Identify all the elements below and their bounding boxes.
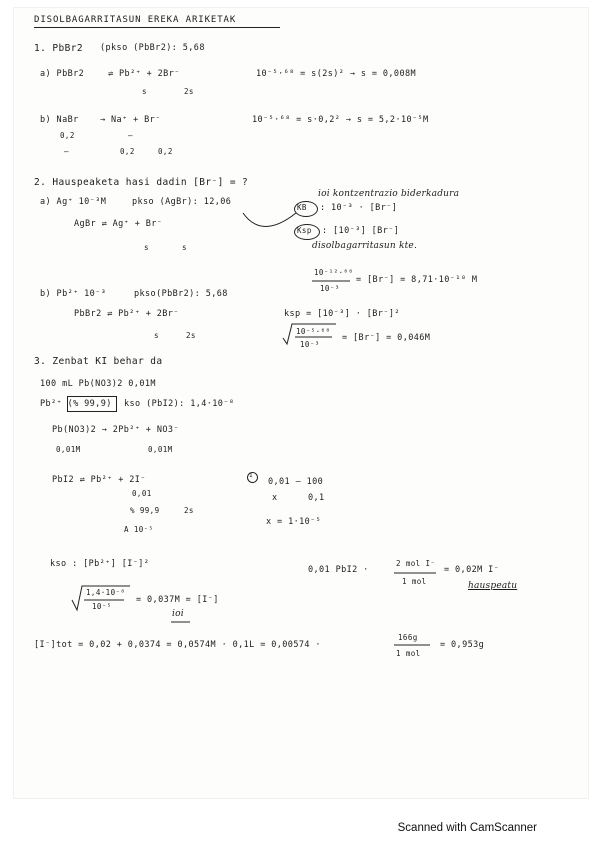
point-marker: 1 bbox=[249, 472, 254, 479]
p3-rule-1: 0,01 — 100 bbox=[268, 477, 324, 487]
p2b-2s: 2s bbox=[186, 331, 196, 340]
p1b-row1-a: 0,2 bbox=[60, 131, 75, 140]
p3-total: [I⁻]tot = 0,02 + 0,0374 = 0,0574M · 0,1L = 0,00574 · bbox=[34, 640, 321, 650]
p3-kso: kso (PbI2): 1,4·10⁻⁸ bbox=[124, 399, 235, 409]
p2b-sqrt-den: 10⁻³ bbox=[300, 340, 320, 349]
p1a-label: a) PbBr2 bbox=[40, 69, 85, 79]
p1b-equation: → Na⁺ + Br⁻ bbox=[100, 115, 161, 125]
p3-pbi-c1: 0,01 bbox=[132, 489, 152, 498]
p3-kso-expression: kso : [Pb²⁺] [I⁻]² bbox=[50, 559, 150, 569]
p3-mol-note: hauspeatu bbox=[468, 581, 518, 591]
p2b-s: s bbox=[154, 331, 159, 340]
p2b-result: = [Br⁻] = 0,046M bbox=[342, 333, 431, 343]
p3-mol-den: 1 mol bbox=[402, 577, 427, 586]
p3-line-1: 100 mL Pb(NO3)2 0,01M bbox=[40, 379, 156, 389]
p2a-label: a) Ag⁺ 10⁻³M bbox=[40, 197, 107, 207]
p2a-kb-value: : 10⁻³ · [Br⁻] bbox=[320, 203, 398, 213]
p1b-row2-b: 0,2 bbox=[120, 147, 135, 156]
p3-sqrt-den: 10⁻⁵ bbox=[92, 602, 112, 611]
p3-pbi-equation: PbI2 ⇌ Pb²⁺ + 2I⁻ bbox=[52, 475, 146, 485]
p1b-row2-a: — bbox=[64, 147, 69, 156]
p2a-equation: AgBr ⇌ Ag⁺ + Br⁻ bbox=[74, 219, 163, 229]
p3-total-num: 166g bbox=[398, 633, 418, 642]
p3-mol-calc: 0,01 PbI2 · bbox=[308, 565, 369, 575]
p3-pbi-a: A 10⁻⁵ bbox=[124, 525, 154, 534]
p2a-ksp-value: : [10⁻³] [Br⁻] bbox=[322, 226, 400, 236]
title-underline bbox=[34, 27, 280, 28]
p2b-ksp: ksp = [10⁻³] · [Br⁻]² bbox=[284, 309, 400, 319]
p1a-2s: 2s bbox=[184, 87, 194, 96]
p2b-pkso: pkso(PbBr2): 5,68 bbox=[134, 289, 228, 299]
p3-mol-num: 2 mol I⁻ bbox=[396, 559, 436, 568]
p2a-note-2: disolbagarritasun kte. bbox=[312, 241, 418, 251]
p3-rule-2a: x bbox=[272, 493, 278, 503]
p2a-frac-den: 10⁻³ bbox=[320, 284, 340, 293]
p3-sqrt-result: = 0,037M = [I⁻] bbox=[136, 595, 219, 605]
p3-nitrate-c1: 0,01M bbox=[56, 445, 81, 454]
p1b-label: b) NaBr bbox=[40, 115, 79, 125]
p2a-kb: KB bbox=[297, 203, 307, 212]
p2b-equation: PbBr2 ⇌ Pb²⁺ + 2Br⁻ bbox=[74, 309, 179, 319]
p2a-ksp: Ksp bbox=[297, 226, 312, 235]
p3-nitrate-equation: Pb(NO3)2 → 2Pb²⁺ + NO3⁻ bbox=[52, 425, 179, 435]
p1b-row2-c: 0,2 bbox=[158, 147, 173, 156]
p3-mol-result: = 0,02M I⁻ bbox=[444, 565, 500, 575]
p2a-frac-num: 10⁻¹²·⁰⁶ bbox=[314, 268, 354, 277]
p3-nitrate-c2: 0,01M bbox=[148, 445, 173, 454]
problem-1-pkso: (pkso (PbBr2): 5,68 bbox=[100, 43, 205, 53]
p3-total-result: = 0,953g bbox=[440, 640, 485, 650]
p2a-result: = [Br⁻] = 8,71·10⁻¹⁰ M bbox=[356, 275, 478, 285]
scanner-watermark bbox=[0, 822, 599, 834]
p1b-calc: 10⁻⁵·⁶⁸ = s·0,2² → s = 5,2·10⁻⁵M bbox=[252, 115, 429, 125]
p1a-calc: 10⁻⁵·⁶⁸ = s(2s)² → s = 0,008M bbox=[256, 69, 417, 79]
problem-1-heading: 1. PbBr2 bbox=[34, 43, 83, 54]
problem-2-heading: 2. Hauspeaketa hasi dadin [Br⁻] = ? bbox=[34, 177, 249, 188]
p1a-equation: ⇌ Pb²⁺ + 2Br⁻ bbox=[108, 69, 180, 79]
problem-3-heading: 3. Zenbat KI behar da bbox=[34, 356, 163, 367]
scanner-watermark-text: Scanned with CamScanner bbox=[397, 822, 537, 834]
p2a-s-1: s bbox=[144, 243, 149, 252]
p3-rule-3: x = 1·10⁻⁵ bbox=[266, 517, 322, 527]
p3-total-den: 1 mol bbox=[396, 649, 421, 658]
p3-pbi-2s: 2s bbox=[184, 506, 194, 515]
p3-pbi-percent: % 99,9 bbox=[130, 506, 160, 515]
document-title: DISOLBAGARRITASUN EREKA ARIKETAK bbox=[34, 15, 237, 25]
p1b-row1-b: — bbox=[128, 131, 133, 140]
p3-rule-2b: 0,1 bbox=[308, 493, 325, 503]
p2b-label: b) Pb²⁺ 10⁻³ bbox=[40, 289, 107, 299]
p2a-note-1: ioi kontzentrazio biderkadura bbox=[318, 189, 460, 199]
pb-percent-box bbox=[67, 396, 117, 412]
p2b-sqrt-num: 10⁻⁵·⁶⁸ bbox=[296, 327, 331, 336]
p1a-s: s bbox=[142, 87, 147, 96]
p3-pb-percent: Pb²⁺ (% 99,9) bbox=[40, 399, 112, 409]
p2a-s-2: s bbox=[182, 243, 187, 252]
p2a-pkso: pkso (AgBr): 12,06 bbox=[132, 197, 232, 207]
p3-ioi: ioi bbox=[172, 609, 184, 619]
p3-sqrt-num: 1,4·10⁻⁸ bbox=[86, 588, 126, 597]
